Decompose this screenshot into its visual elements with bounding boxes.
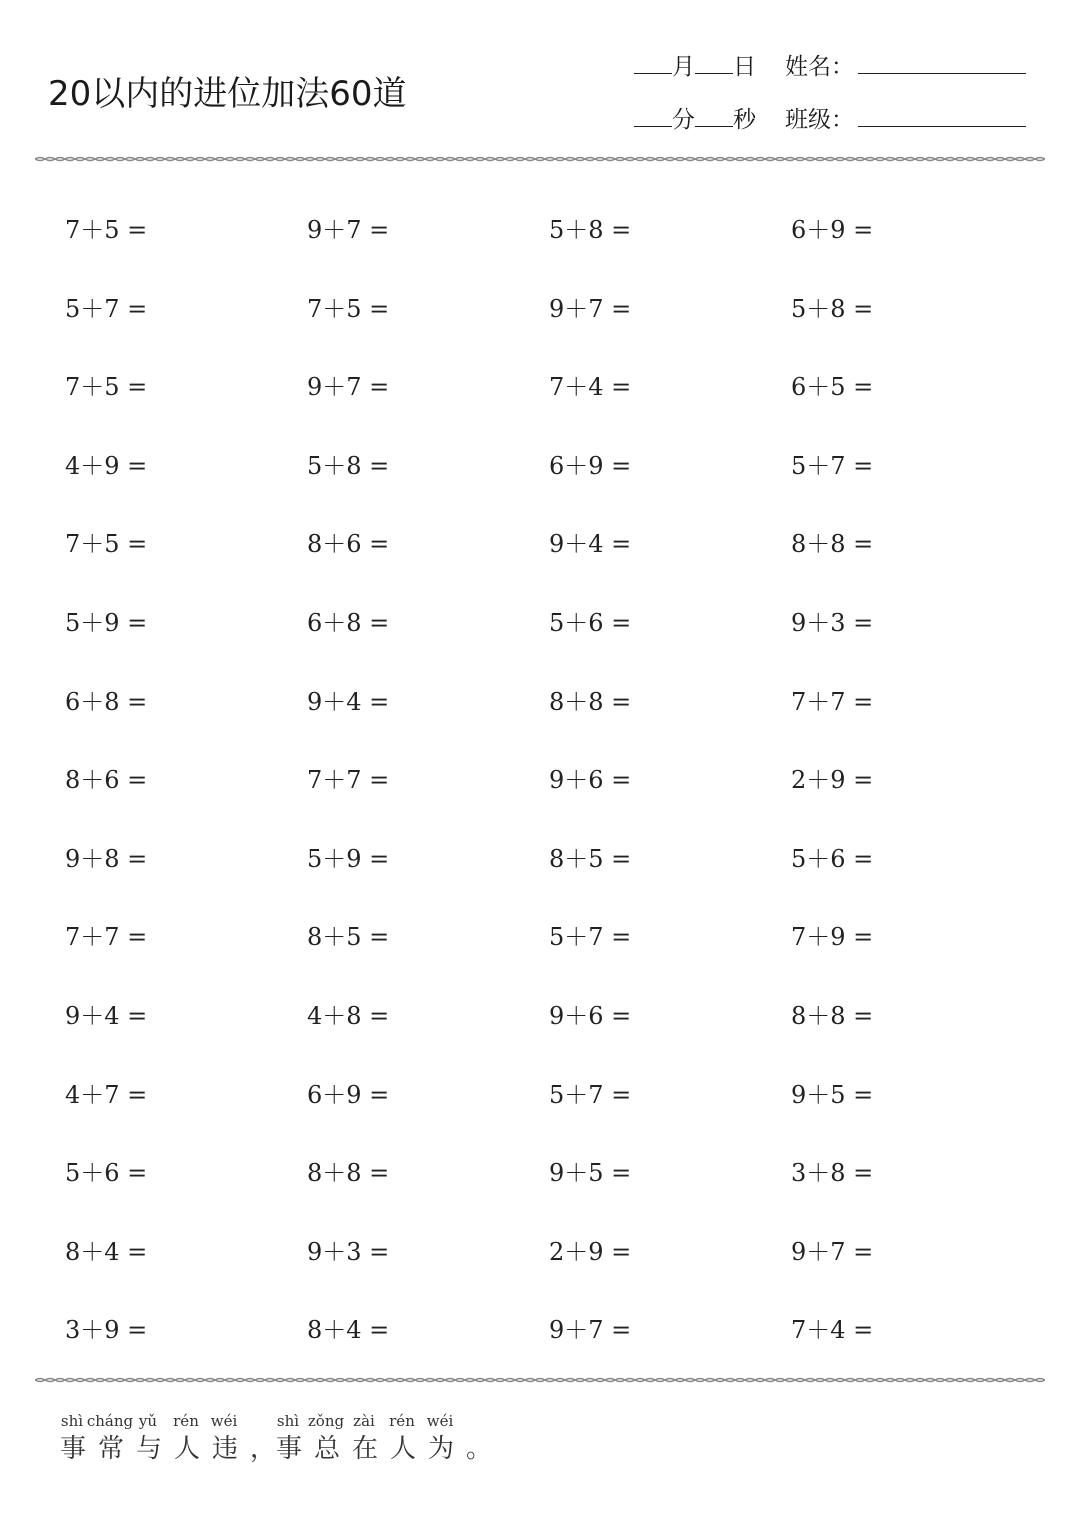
problem-item: 9＋5 = [791,1081,874,1109]
problem-item: 7＋4 = [791,1316,874,1344]
motto-pinyin-syllable: shì [60,1412,84,1430]
motto-pinyin-syllable: wéi [210,1412,238,1430]
motto-pinyin-syllable: wéi [426,1412,454,1430]
problem-item: 5＋6 = [65,1159,148,1187]
date-field [634,48,756,81]
problem-item: 9＋4 = [549,530,632,558]
name-field [785,48,1026,81]
motto-char: 在 [352,1434,379,1464]
problem-item: 6＋9 = [791,216,874,244]
motto-char: 为 [428,1434,455,1464]
problem-item: 5＋7 = [791,452,874,480]
problem-item: 8＋8 = [549,688,632,716]
problem-item: 9＋7 = [307,216,390,244]
problem-item: 8＋8 = [791,1002,874,1030]
second-blank[interactable] [695,104,733,127]
problem-item: 9＋6 = [549,766,632,794]
problem-item: 9＋7 = [307,373,390,401]
problem-item: 8＋4 = [307,1316,390,1344]
problem-item: 4＋7 = [65,1081,148,1109]
problem-item: 9＋8 = [65,845,148,873]
problem-item: 7＋7 = [307,766,390,794]
second-label: 秒 [733,107,756,133]
top-wavy-divider [35,154,1045,164]
problem-item: 7＋9 = [791,923,874,951]
problem-item: 5＋8 = [549,216,632,244]
class-blank[interactable] [858,104,1026,127]
motto-pinyin-syllable: shì [276,1412,300,1430]
motto-char: ， [250,1434,277,1464]
problem-item: 8＋8 = [791,530,874,558]
problem-item: 6＋5 = [791,373,874,401]
bottom-wavy-divider [35,1375,1045,1385]
problem-item: 9＋5 = [549,1159,632,1187]
motto-pinyin-syllable: rén [173,1412,199,1430]
motto-char: 。 [466,1434,493,1464]
motto-pinyin-syllable: zài [353,1412,375,1430]
motto-pinyin-syllable: rén [389,1412,415,1430]
class-label: 班级： [785,107,854,133]
motto-pinyin-syllable: cháng [86,1412,134,1430]
problem-item: 6＋9 = [549,452,632,480]
problem-item: 8＋5 = [549,845,632,873]
motto-char: 事 [276,1434,303,1464]
problem-item: 9＋4 = [65,1002,148,1030]
problem-item: 5＋8 = [307,452,390,480]
motto-char: 事 [60,1434,87,1464]
problem-item: 9＋7 = [549,1316,632,1344]
problem-item: 9＋6 = [549,1002,632,1030]
problem-item: 9＋4 = [307,688,390,716]
problem-item: 8＋6 = [307,530,390,558]
month-blank[interactable] [634,51,672,74]
class-field [785,101,1026,134]
minute-blank[interactable] [634,104,672,127]
problem-item: 9＋7 = [791,1238,874,1266]
problem-item: 7＋5 = [65,373,148,401]
problem-item: 3＋9 = [65,1316,148,1344]
problem-item: 8＋6 = [65,766,148,794]
problem-item: 5＋8 = [791,295,874,323]
problem-item: 8＋5 = [307,923,390,951]
problem-item: 8＋8 = [307,1159,390,1187]
problem-item: 7＋4 = [549,373,632,401]
problem-item: 9＋3 = [307,1238,390,1266]
day-blank[interactable] [695,51,733,74]
problem-item: 4＋9 = [65,452,148,480]
name-blank[interactable] [858,51,1026,74]
motto-char: 违 [212,1434,239,1464]
motto-char: 常 [98,1434,125,1464]
problem-item: 7＋5 = [65,530,148,558]
problem-item: 6＋8 = [307,609,390,637]
problem-item: 5＋7 = [65,295,148,323]
problem-item: 7＋7 = [791,688,874,716]
name-label: 姓名： [785,54,854,80]
problem-item: 5＋7 = [549,923,632,951]
problem-item: 5＋9 = [307,845,390,873]
problem-item: 7＋5 = [307,295,390,323]
problem-item: 5＋6 = [549,609,632,637]
motto-pinyin-syllable: zǒng [307,1412,345,1430]
problem-item: 9＋3 = [791,609,874,637]
problem-item: 7＋5 = [65,216,148,244]
problem-item: 6＋9 = [307,1081,390,1109]
problem-item: 6＋8 = [65,688,148,716]
problem-item: 3＋8 = [791,1159,874,1187]
motto-char: 总 [314,1434,341,1464]
motto-char: 与 [136,1434,163,1464]
problem-item: 7＋7 = [65,923,148,951]
problem-item: 2＋9 = [549,1238,632,1266]
problem-item: 5＋7 = [549,1081,632,1109]
problem-item: 4＋8 = [307,1002,390,1030]
day-label: 日 [733,54,756,80]
problem-item: 8＋4 = [65,1238,148,1266]
month-label: 月 [672,54,695,80]
motto-pinyin-syllable: yǔ [138,1412,158,1430]
problem-item: 5＋9 = [65,609,148,637]
worksheet-title: 20以内的进位加法60道 [48,74,407,114]
motto-char: 人 [174,1434,201,1464]
minute-label: 分 [672,107,695,133]
problem-item: 9＋7 = [549,295,632,323]
motto-char: 人 [390,1434,417,1464]
problem-item: 2＋9 = [791,766,874,794]
problem-item: 5＋6 = [791,845,874,873]
time-field [634,101,756,134]
